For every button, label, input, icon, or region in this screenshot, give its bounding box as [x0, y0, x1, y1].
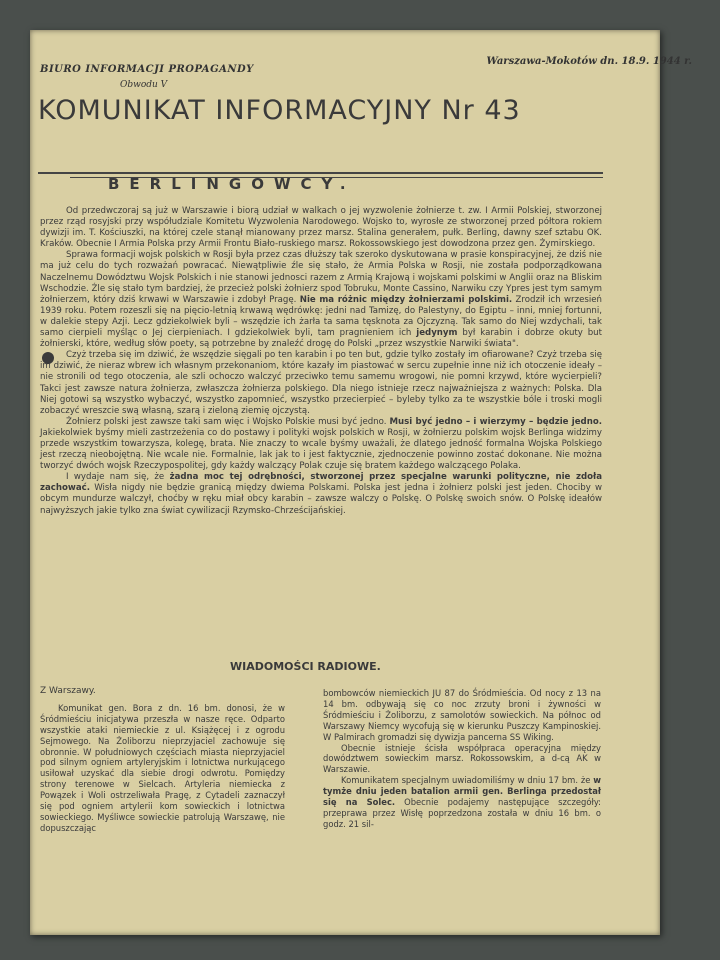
title-rule-top	[38, 172, 603, 174]
header-district: Obwodu V	[120, 80, 168, 90]
paragraph-1: Od przedwczoraj są już w Warszawie i biorą udział w walkach o jej wyzwolenie żołnierze t. zw. I Armii Polskiej, stworzonej przez rząd rosyjski przy współudziale Komitetu Wyzwolenia Narodowego. Wojsko to, wyrosłe ze stworzonej przed półtora rokiem dywizji im. T. Kościuszki, na której czele stanął mianowany przez marsz. Stalina generałem, pułk. Berling, dawny szef sztabu OK. Kraków. Obecnie I Armia Polska przy Armii Frontu Biało-ruskiego marsz. Rokossowskiego jest dowodzona przez gen. Żymirskiego.	[40, 206, 602, 250]
page-title: KOMUNIKAT INFORMACYJNY Nr 43	[38, 95, 521, 126]
paragraph-2: Sprawa formacji wojsk polskich w Rosji była przez czas dłuższy tak szeroko dyskutowana w prasie konspiracyjnej, że dziś nie ma już celu do tych rozważań powracać. Niewątpliwie źle się stało, że Armia Polska w Rosji, nie została podporządkowana Naczelnemu Dowództwu Wojsk Polskich i nie stanowi jednosci razem z Armią Krajową i wojskami polskimi w Anglii oraz na Bliskim Wschodzie. Źle się stało tym bardziej, że przecież polski żołnierz spod Tobruku, Monte Cassino, Narwiku czy Ypres jest tym samym żołnierzem, który dziś krwawi w Warszawie i zdobył Pragę. Nie ma różnic między żołnierzami polskimi. Zrodził ich wrzesień 1939 roku. Potem rozeszli się na pięcio-letnią krwawą wędrówkę: jedni nad Tamizę, do Palestyny, do Egiptu – inni, mniej fortunni, w dalekie stepy Azji. Lecz gdziekolwiek byli – wszędzie ich żarła ta sama tęsknota za Ojczyzną. Tak samo do Niej wzdychali, tak samo cierpieli myśląc o Jej cierpieniach. I gdziekolwiek byli, tam pragnieniem ich jedynym był karabin i dobrze okuty but żołnierski, które, według słów poety, są potrzebne by znaleźć drogę do Polski „przez wszystkie Narwiki świata".	[40, 250, 603, 350]
article-heading: BERLINGOWCY.	[108, 175, 356, 193]
paragraph-4: Żołnierz polski jest zawsze taki sam więc i Wojsko Polskie musi być jedno. Musi być jedno – i wierzymy – będzie jedno. Jakiekolwiek byśmy mieli zastrzeżenia co do postawy i polityki wojsk polskich w Rosji, w żołnierzu polskim wojsk Berlinga widzimy przede wszystkim towarzysza, kolegę, brata. Nie znaczy to wcale byśmy uważali, że dlatego jedność formalna Wojska Polskiego jest rzeczą nieobojętną. Nie wcale nie. Formalnie, lak jak to i jest faktycznie, zjednoczenie powinno zostać dokonane. Nie można tworzyć dwóch wojsk Rzeczypospolitej, gdy każdy walczący Polak czuje się bratem każdego walczącego Polaka.	[40, 416, 602, 472]
radio-paragraph-right-2: Obecnie istnieje ścisła współpraca operacyjna między dowództwem sowieckim marsz. Rokossowskim, a d-cą AK w Warszawie.	[323, 742, 601, 775]
radio-paragraph-left: Komunikat gen. Bora z dn. 16 bm. donosi, że w Śródmieściu inicjatywa przeszła w nasze ręce. Odparto wszystkie ataki niemieckie z ul. Książęcej i z ogrodu Sejmowego. Na Żoliborzu nieprzyjaciel zachowuje się obronnie. W południowych częściach miasta nieprzyjaciel pod silnym ogniem artyleryjskim i lotnictwa nurkującego usiłował uzyskać dla siebie drogi odwrotu. Pomiędzy strony terenowe w Sielcach. Artyleria niemiecka z Powązek i Woli ostrzeliwała Pragę, z Cytadeli zaznaczył się pod ogniem artylerii kom sowieckich i lotnictwa sowieckiego. Myśliwce sowieckie patrolują Warszawę, nie dopuszczając	[40, 702, 285, 833]
radio-paragraph-right-3: Komunikatem specjalnym uwiadomiliśmy w dniu 17 bm. że w tymże dniu jeden batalion armii gen. Berlinga przedostał się na Solec. Obecnie podajemy następujące szczegóły: przeprawa przez Wisłę poprzedzona została w dniu 16 bm. o godz. 21 sil-	[323, 775, 602, 829]
header-organization: BIURO INFORMACJI PROPAGANDY	[40, 64, 254, 75]
paragraph-5: I wydaje nam się, że żadna moc tej odrębności, stworzonej przez specjalne warunki polityczne, nie zdoła zachować. Wisła nigdy nie będzie granicą między dwiema Polskami. Polska jest jedna i żołnierz polski jest jeden. Chociby w obcym mundurze walczył, choćby w ręku miał obcy karabin – zawsze walczy o Polskę. O Polskę swoich snów. O Polskę ideałów najwyższych jakie tylko zna świat cywilizacji Rzymsko-Chrześcijańskiej.	[40, 472, 603, 516]
radio-column-left	[40, 686, 285, 834]
radio-news-heading: WIADOMOŚCI RADIOWE.	[230, 660, 381, 673]
article-body	[40, 206, 602, 517]
radio-section-title: Z Warszawy.	[40, 686, 96, 696]
header-date: Warszawa-Mokotów dn. 18.9. 1944 r.	[486, 56, 692, 67]
radio-column-right	[323, 688, 601, 830]
paragraph-3: Czyż trzeba się im dziwić, że wszędzie sięgali po ten karabin i po ten but, gdzie tylko zostały im ofiarowane? Czyż trzeba się im dziwić, że nieraz wbrew ich własnym przekonaniom, które kazały im piastować w sercu zupełnie inne niż ich otoczenie ideały – nie stronili od tego otoczenia, ale szli ochoczo walczyć przeciwko temu samemu wrogowi, nie pomni krzywd, które wycierpieli? Takci jest zawsze natura żołnierza, zwłaszcza żołnierza polskiego. Dla niego istnieje rzecz najważniejsza z ważnych: Polska. Dla Niej gotowi są wszystko wybaczyć, wszystko zapomnieć, wszystko przecierpieć – byleby tylko za te wszystkie bóle i troski mogli zobaczyć wreszcie swą własną, szarą i zieloną ziemię ojczystą.	[40, 350, 602, 416]
radio-paragraph-right-1: bombowców niemieckich JU 87 do Śródmieścia. Od nocy z 13 na 14 bm. odbywają się co noc zrzuty broni i żywności w Śródmieściu i Żoliborzu, z samolotów sowieckich. Na północ od Warszawy Niemcy wycofują się w kierunku Puszczy Kampinoskiej. W Palmirach gromadzi się dywizja pancerna SS Wiking.	[323, 688, 601, 742]
